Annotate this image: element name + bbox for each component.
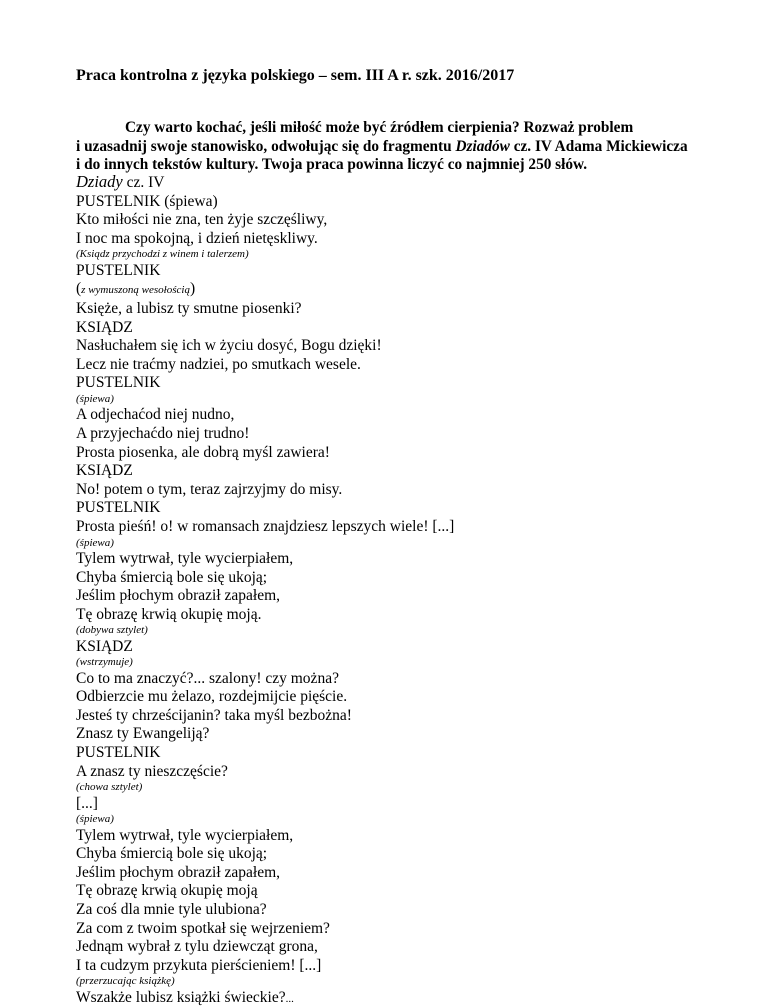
stage-direction: (chowa sztylet) xyxy=(76,781,143,794)
verse-line: Chyba śmiercią bole się ukoją; xyxy=(76,568,268,586)
verse-line: A znasz ty nieszczęście? xyxy=(76,762,228,780)
stage-direction: (śpiewa) xyxy=(76,536,114,549)
paren-close: ) xyxy=(189,280,196,298)
verse-line: Za com z twoim spotkał się wejrzeniem? xyxy=(76,919,330,937)
ellipsis-small: ... xyxy=(285,992,294,1005)
verse-line: Tę obrazę krwią okupię moją. xyxy=(76,605,262,623)
stage-direction: (śpiewa) xyxy=(76,813,114,826)
verse-line: Za coś dla mnie tyle ulubiona? xyxy=(76,901,267,919)
stage-direction: (dobywa sztylet) xyxy=(76,624,148,637)
stage-direction: (przerzucając książkę) xyxy=(76,975,175,988)
verse-line: Odbierzcie mu żelazo, rozdejmijcie pięście. xyxy=(76,688,348,706)
verse-line: Tę obrazę krwią okupię moją xyxy=(76,882,258,900)
verse-line: Prosta piosenka, ale dobrą myśl zawiera! xyxy=(76,443,330,461)
paren-open: ( xyxy=(76,280,82,298)
work-title-italic: Dziady xyxy=(76,172,123,191)
speaker-line: PUSTELNIK (śpiewa) xyxy=(76,192,218,210)
stage-direction: (wstrzymuje) xyxy=(76,656,133,669)
work-title xyxy=(76,173,736,193)
page-title: Praca kontrolna z języka polskiego – sem. III A r. szk. 2016/2017 xyxy=(76,67,515,84)
verse-line: Co to ma znaczyć?... szalony! czy można? xyxy=(76,669,339,687)
stage-direction: (Ksiądz przychodzi z winem i talerzem) xyxy=(76,248,249,261)
speaker-line: PUSTELNIK xyxy=(76,374,161,392)
speaker-line: PUSTELNIK xyxy=(76,744,161,762)
ellipsis-line: [...] xyxy=(76,794,98,812)
verse-line: Księże, a lubisz ty smutne piosenki? xyxy=(76,299,302,317)
work-part: cz. IV xyxy=(122,174,165,191)
verse-line: No! potem o tym, teraz zajrzyjmy do misy. xyxy=(76,480,343,498)
speaker-line: KSIĄDZ xyxy=(76,318,133,336)
verse-line: Jesteś ty chrześcijanin? taka myśl bezbożna! xyxy=(76,706,352,724)
verse-line: Lecz nie traćmy nadziei, po smutkach wesele. xyxy=(76,355,361,373)
stage-direction-mixed xyxy=(76,280,736,300)
stage-direction: (śpiewa) xyxy=(76,392,114,405)
assignment-task xyxy=(76,119,736,175)
verse-line: Chyba śmiercią bole się ukoją; xyxy=(76,845,268,863)
task-line-2 xyxy=(76,138,736,157)
speaker-line: PUSTELNIK xyxy=(76,261,161,279)
speaker-line: PUSTELNIK xyxy=(76,499,161,517)
verse-line: A odjechaćod niej nudno, xyxy=(76,406,235,424)
verse-line-last xyxy=(76,989,736,1008)
verse-line: Jednąm wybrał z tylu dziewcząt grona, xyxy=(76,938,318,956)
verse-line: Nasłuchałem się ich w życiu dosyć, Bogu dzięki! xyxy=(76,337,382,355)
verse-line: A przyjechaćdo niej trudno! xyxy=(76,424,250,442)
task-line-2-text: i uzasadnij swoje stanowisko, odwołując się do fragmentu xyxy=(76,137,456,155)
task-line-3: i do innych tekstów kultury. Twoja praca powinna liczyć co najmniej 250 słów. xyxy=(76,156,588,173)
verse-line: Jeślim płochym obraził zapałem, xyxy=(76,863,281,881)
verse-text: Wszakże lubisz książki świeckie? xyxy=(76,988,286,1006)
verse-line: Tylem wytrwał, tyle wycierpiałem, xyxy=(76,826,294,844)
task-line-2-italic: Dziadów xyxy=(455,137,510,155)
task-line-2-end: cz. IV Adama Mickiewicza xyxy=(509,137,688,155)
stage-direction-text: z wymuszoną wesołością xyxy=(81,284,190,297)
speaker-line: KSIĄDZ xyxy=(76,462,133,480)
verse-line: Kto miłości nie zna, ten żyje szczęśliwy, xyxy=(76,211,328,229)
drama-excerpt xyxy=(76,173,736,1008)
verse-line: Jeślim płochym obraził zapałem, xyxy=(76,587,281,605)
verse-line: I ta cudzym przykuta pierścieniem! [...] xyxy=(76,956,322,974)
verse-line: Znasz ty Ewangeliją? xyxy=(76,725,210,743)
verse-line: Prosta pieśń! o! w romansach znajdziesz lepszych wiele! [...] xyxy=(76,517,455,535)
task-line-1: Czy warto kochać, jeśli miłość może być źródłem cierpienia? Rozważ problem xyxy=(125,119,634,136)
verse-line: Tylem wytrwał, tyle wycierpiałem, xyxy=(76,549,294,567)
speaker-line: KSIĄDZ xyxy=(76,637,133,655)
verse-line: I noc ma spokojną, i dzień nietęskliwy. xyxy=(76,229,318,247)
